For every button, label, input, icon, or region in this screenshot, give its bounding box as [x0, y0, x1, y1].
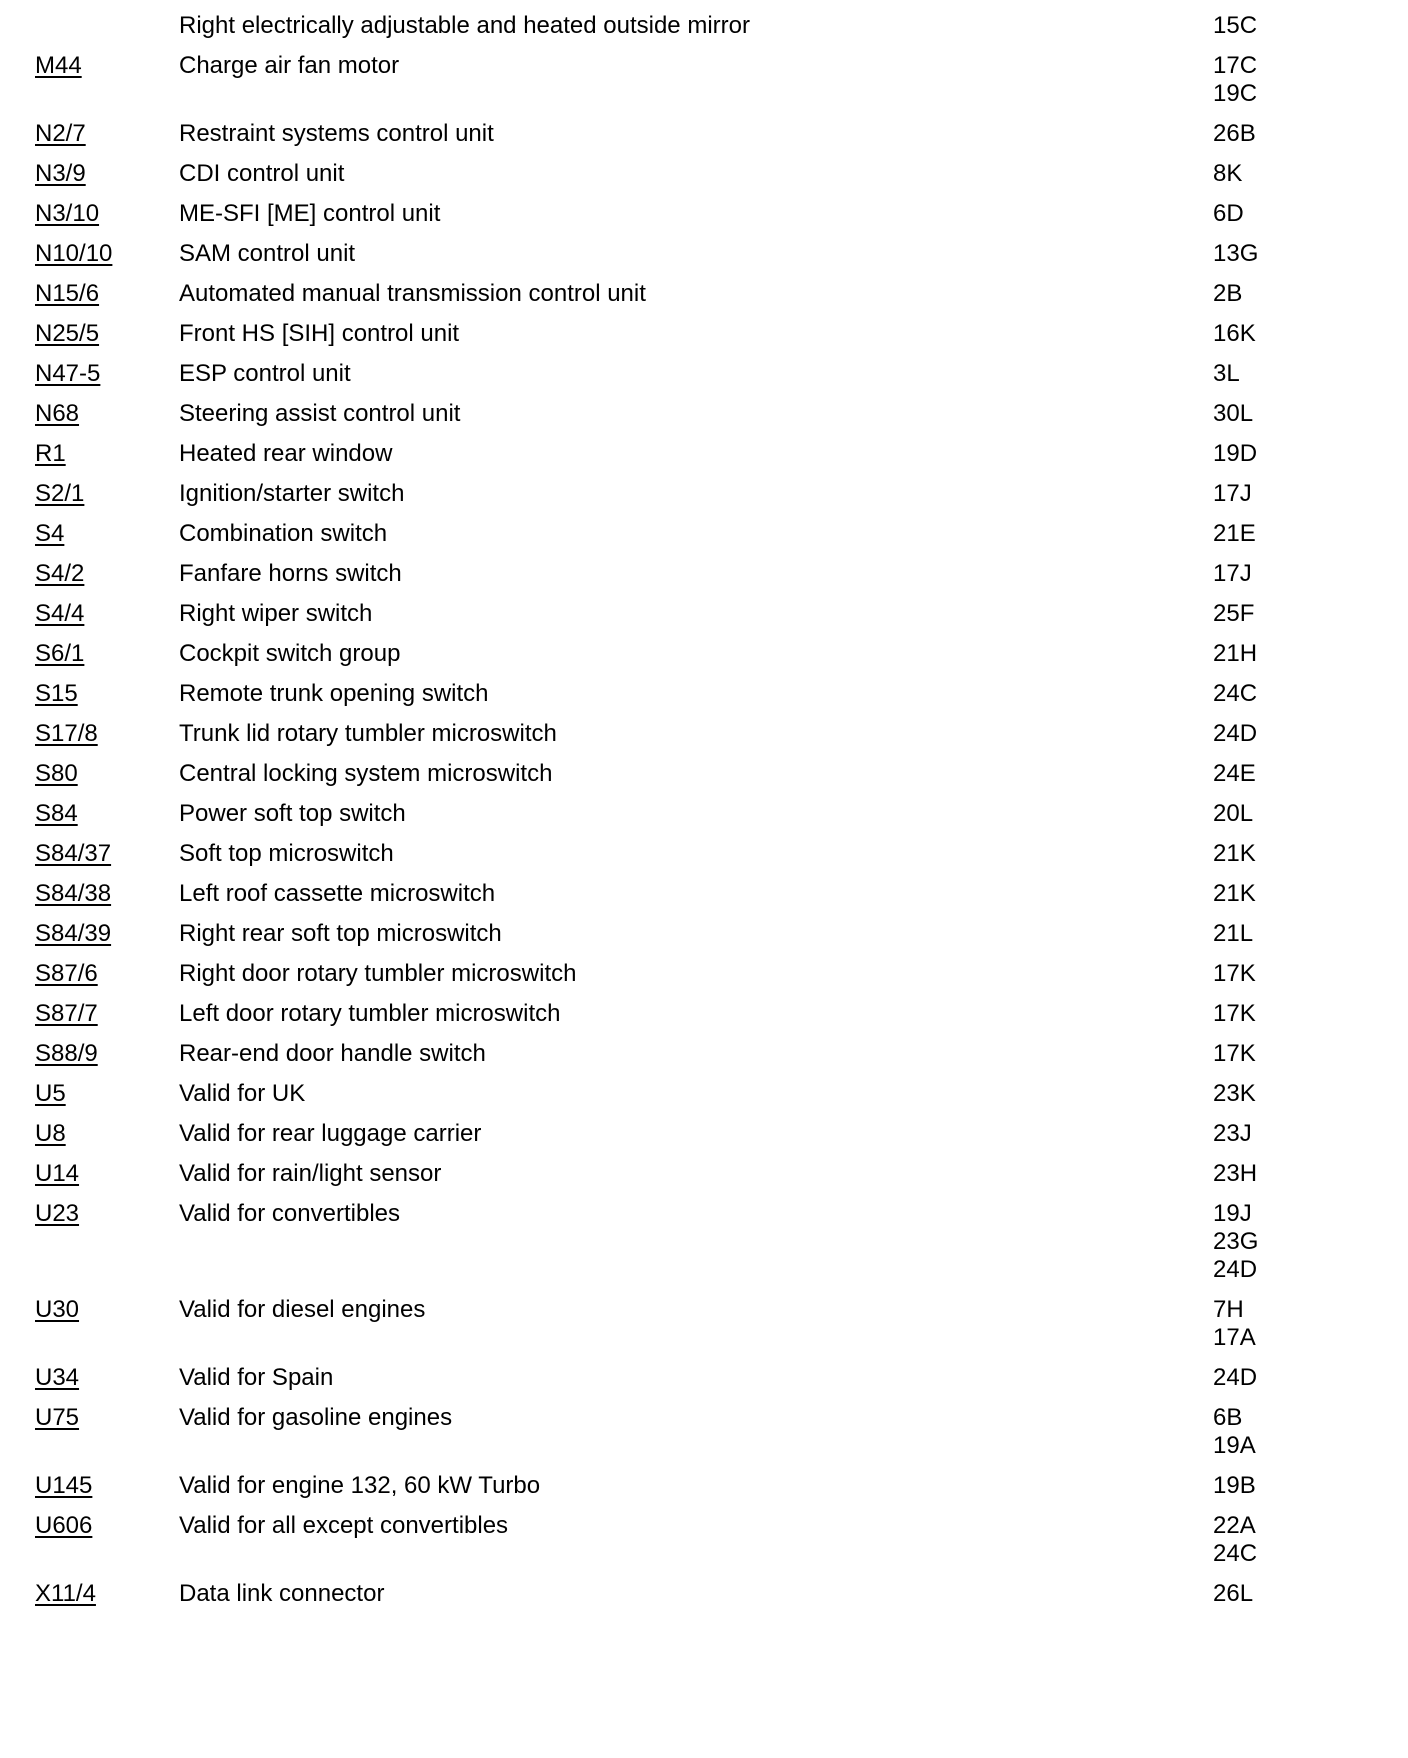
- component-description: Right rear soft top microswitch: [179, 920, 502, 947]
- grid-reference: 24D: [1213, 1256, 1258, 1283]
- component-description: Trunk lid rotary tumbler microswitch: [179, 720, 557, 747]
- grid-reference-list: [1213, 1404, 1313, 1460]
- component-description: Valid for rain/light sensor: [179, 1160, 442, 1187]
- table-row: [0, 748, 1408, 788]
- component-code-cell: [0, 920, 179, 948]
- grid-reference-list: [1213, 920, 1313, 948]
- component-code-cell: [0, 320, 179, 348]
- component-code-cell: [0, 1120, 179, 1148]
- component-code-link[interactable]: S84/37: [35, 840, 112, 867]
- component-code-cell: [0, 480, 179, 508]
- component-code-link[interactable]: N3/9: [35, 160, 86, 187]
- grid-reference: 17A: [1213, 1324, 1256, 1351]
- component-description: Fanfare horns switch: [179, 560, 402, 587]
- grid-reference-list: [1213, 1364, 1313, 1392]
- table-row: [0, 948, 1408, 988]
- grid-reference-list: [1213, 400, 1313, 428]
- component-code-cell: [0, 1160, 179, 1188]
- grid-reference: 17J: [1213, 480, 1252, 507]
- component-description: ME-SFI [ME] control unit: [179, 200, 441, 227]
- table-row: [0, 548, 1408, 588]
- component-code-link[interactable]: S17/8: [35, 720, 98, 747]
- component-description: Central locking system microswitch: [179, 760, 553, 787]
- grid-reference: 24E: [1213, 760, 1256, 787]
- component-code-cell: [0, 120, 179, 148]
- grid-reference: 17J: [1213, 560, 1252, 587]
- table-row: [0, 268, 1408, 308]
- component-description: Valid for UK: [179, 1080, 306, 1107]
- grid-reference-list: [1213, 640, 1313, 668]
- component-description: Rear-end door handle switch: [179, 1040, 486, 1067]
- component-code-cell: [0, 880, 179, 908]
- table-row: [0, 1108, 1408, 1148]
- table-row: [0, 348, 1408, 388]
- grid-reference: 24C: [1213, 680, 1258, 707]
- component-code-cell: [0, 960, 179, 988]
- grid-reference: 26B: [1213, 120, 1256, 147]
- grid-reference: 16K: [1213, 320, 1256, 347]
- component-description: Combination switch: [179, 520, 388, 547]
- table-row: [0, 388, 1408, 428]
- component-code-link[interactable]: N47-5: [35, 360, 101, 387]
- table-row: [0, 1500, 1408, 1568]
- grid-reference: 17K: [1213, 960, 1256, 987]
- table-row: [0, 868, 1408, 908]
- grid-reference: 17K: [1213, 1040, 1256, 1067]
- component-description: Valid for rear luggage carrier: [179, 1120, 482, 1147]
- grid-reference-list: [1213, 280, 1313, 308]
- table-row: [0, 708, 1408, 748]
- component-code-link[interactable]: S84/39: [35, 920, 112, 947]
- component-description: Steering assist control unit: [179, 400, 461, 427]
- component-code-cell: [0, 1040, 179, 1068]
- grid-reference-list: [1213, 240, 1313, 268]
- component-code-link[interactable]: S87/7: [35, 1000, 98, 1027]
- table-row: [0, 108, 1408, 148]
- component-code-link[interactable]: S4/2: [35, 560, 85, 587]
- component-code-cell: [0, 840, 179, 868]
- component-description: Automated manual transmission control unit: [179, 280, 646, 307]
- component-code-link[interactable]: M44: [35, 52, 82, 79]
- component-description: Soft top microswitch: [179, 840, 394, 867]
- component-code-cell: [0, 1080, 179, 1108]
- grid-reference-list: [1213, 760, 1313, 788]
- grid-reference-list: [1213, 560, 1313, 588]
- grid-reference-list: [1213, 1080, 1313, 1108]
- component-code-link[interactable]: N2/7: [35, 120, 86, 147]
- component-code-cell: [0, 1000, 179, 1028]
- component-description: Cockpit switch group: [179, 640, 401, 667]
- component-description: Remote trunk opening switch: [179, 680, 489, 707]
- component-code-cell: [0, 800, 179, 828]
- table-row: [0, 308, 1408, 348]
- component-description: CDI control unit: [179, 160, 345, 187]
- component-code-link[interactable]: S84: [35, 800, 78, 827]
- component-code-cell: [0, 240, 179, 268]
- grid-reference: 24C: [1213, 1540, 1258, 1567]
- component-code-link[interactable]: S4/4: [35, 600, 85, 627]
- component-description: Valid for gasoline engines: [179, 1404, 453, 1431]
- component-description: Restraint systems control unit: [179, 120, 494, 147]
- component-code-link[interactable]: U30: [35, 1296, 80, 1323]
- component-code-link[interactable]: U23: [35, 1200, 80, 1227]
- component-description: Data link connector: [179, 1580, 385, 1607]
- component-code-link[interactable]: X11/4: [35, 1580, 96, 1607]
- table-row: [0, 1460, 1408, 1500]
- component-description: Valid for convertibles: [179, 1200, 400, 1227]
- grid-reference-list: [1213, 880, 1313, 908]
- component-code-link[interactable]: S87/6: [35, 960, 98, 987]
- table-row: [0, 788, 1408, 828]
- component-code-link[interactable]: U14: [35, 1160, 80, 1187]
- table-row: [0, 468, 1408, 508]
- grid-reference-list: [1213, 800, 1313, 828]
- component-code-cell: [0, 160, 179, 188]
- component-code-cell: [0, 1296, 179, 1324]
- grid-reference-list: [1213, 1040, 1313, 1068]
- table-row: [0, 628, 1408, 668]
- component-code-link[interactable]: R1: [35, 440, 66, 467]
- component-code-cell: [0, 280, 179, 308]
- table-row: [0, 0, 1408, 40]
- grid-reference-list: [1213, 600, 1313, 628]
- grid-reference: 19D: [1213, 440, 1258, 467]
- component-code-cell: [0, 1512, 179, 1540]
- grid-reference: 25F: [1213, 600, 1255, 627]
- component-code-link[interactable]: N3/10: [35, 200, 100, 227]
- table-row: [0, 668, 1408, 708]
- grid-reference-list: [1213, 1512, 1313, 1568]
- grid-reference: 6D: [1213, 200, 1244, 227]
- table-row: [0, 1392, 1408, 1460]
- grid-reference-list: [1213, 1160, 1313, 1188]
- table-row: [0, 188, 1408, 228]
- grid-reference-list: [1213, 12, 1313, 40]
- grid-reference: 21L: [1213, 920, 1254, 947]
- component-code-link[interactable]: S4: [35, 520, 65, 547]
- grid-reference: 24D: [1213, 720, 1258, 747]
- table-row: [0, 228, 1408, 268]
- component-code-link[interactable]: N15/6: [35, 280, 100, 307]
- component-description: Valid for engine 132, 60 kW Turbo: [179, 1472, 541, 1499]
- grid-reference-list: [1213, 520, 1313, 548]
- grid-reference: 24D: [1213, 1364, 1258, 1391]
- table-row: [0, 508, 1408, 548]
- grid-reference: 26L: [1213, 1580, 1254, 1607]
- table-row: [0, 1188, 1408, 1284]
- grid-reference-list: [1213, 52, 1313, 108]
- component-description: Left door rotary tumbler microswitch: [179, 1000, 561, 1027]
- component-code-cell: [0, 1404, 179, 1432]
- grid-reference: 15C: [1213, 12, 1258, 39]
- component-code-cell: [0, 680, 179, 708]
- grid-reference: 23K: [1213, 1080, 1256, 1107]
- table-row: [0, 1148, 1408, 1188]
- grid-reference: 19A: [1213, 1432, 1256, 1459]
- component-description: Power soft top switch: [179, 800, 406, 827]
- grid-reference-list: [1213, 1120, 1313, 1148]
- grid-reference-list: [1213, 1580, 1313, 1608]
- component-code-link[interactable]: N68: [35, 400, 80, 427]
- table-row: [0, 588, 1408, 628]
- component-code-cell: [0, 640, 179, 668]
- component-code-link[interactable]: N10/10: [35, 240, 113, 267]
- table-row: [0, 988, 1408, 1028]
- component-code-link[interactable]: U75: [35, 1404, 80, 1431]
- grid-reference: 21K: [1213, 880, 1256, 907]
- component-description: Left roof cassette microswitch: [179, 880, 496, 907]
- grid-reference-list: [1213, 1296, 1313, 1352]
- component-code-link[interactable]: U34: [35, 1364, 80, 1391]
- grid-reference: 21K: [1213, 840, 1256, 867]
- grid-reference-list: [1213, 440, 1313, 468]
- table-row: [0, 828, 1408, 868]
- component-code-cell: [0, 600, 179, 628]
- component-code-cell: [0, 440, 179, 468]
- table-row: [0, 1284, 1408, 1352]
- component-code-link[interactable]: S80: [35, 760, 78, 787]
- grid-reference: 2B: [1213, 280, 1243, 307]
- component-code-link[interactable]: U5: [35, 1080, 66, 1107]
- grid-reference-list: [1213, 1472, 1313, 1500]
- table-row: [0, 428, 1408, 468]
- component-description: Ignition/starter switch: [179, 480, 405, 507]
- component-code-cell: [0, 1580, 179, 1608]
- grid-reference-list: [1213, 480, 1313, 508]
- component-code-cell: [0, 52, 179, 80]
- component-code-link[interactable]: S6/1: [35, 640, 85, 667]
- component-code-cell: [0, 560, 179, 588]
- grid-reference: 19J: [1213, 1200, 1252, 1227]
- grid-reference-list: [1213, 120, 1313, 148]
- grid-reference: 23G: [1213, 1228, 1259, 1255]
- component-code-link[interactable]: U8: [35, 1120, 66, 1147]
- table-row: [0, 40, 1408, 108]
- component-description: Valid for all except convertibles: [179, 1512, 509, 1539]
- grid-reference: 20L: [1213, 800, 1254, 827]
- component-code-link[interactable]: U145: [35, 1472, 93, 1499]
- grid-reference: 13G: [1213, 240, 1259, 267]
- component-description: Right door rotary tumbler microswitch: [179, 960, 577, 987]
- component-code-cell: [0, 720, 179, 748]
- grid-reference-list: [1213, 1200, 1313, 1284]
- grid-reference: 17K: [1213, 1000, 1256, 1027]
- grid-reference: 7H: [1213, 1296, 1244, 1323]
- component-description: Right wiper switch: [179, 600, 373, 627]
- table-row: [0, 1068, 1408, 1108]
- grid-reference: 30L: [1213, 400, 1254, 427]
- grid-reference-list: [1213, 1000, 1313, 1028]
- grid-reference: 19B: [1213, 1472, 1256, 1499]
- component-code-cell: [0, 520, 179, 548]
- component-code-link[interactable]: N25/5: [35, 320, 100, 347]
- component-code-cell: [0, 200, 179, 228]
- grid-reference: 19C: [1213, 80, 1258, 107]
- grid-reference-list: [1213, 320, 1313, 348]
- component-description: Charge air fan motor: [179, 52, 400, 79]
- table-row: [0, 148, 1408, 188]
- component-description: Valid for Spain: [179, 1364, 334, 1391]
- component-code-cell: [0, 1364, 179, 1392]
- component-code-link[interactable]: S84/38: [35, 880, 112, 907]
- component-code-cell: [0, 360, 179, 388]
- grid-reference-list: [1213, 960, 1313, 988]
- table-row: [0, 1352, 1408, 1392]
- grid-reference: 21E: [1213, 520, 1256, 547]
- grid-reference: 21H: [1213, 640, 1258, 667]
- component-description: SAM control unit: [179, 240, 356, 267]
- component-code-cell: [0, 1472, 179, 1500]
- table-row: [0, 1028, 1408, 1068]
- component-code-cell: [0, 760, 179, 788]
- component-description: Right electrically adjustable and heated outside mirror: [179, 12, 750, 39]
- grid-reference: 23H: [1213, 1160, 1258, 1187]
- grid-reference: 17C: [1213, 52, 1258, 79]
- grid-reference-list: [1213, 840, 1313, 868]
- grid-reference-list: [1213, 680, 1313, 708]
- grid-reference-list: [1213, 720, 1313, 748]
- component-code-link[interactable]: S88/9: [35, 1040, 98, 1067]
- component-code-cell: [0, 1200, 179, 1228]
- grid-reference-list: [1213, 360, 1313, 388]
- grid-reference: 6B: [1213, 1404, 1243, 1431]
- component-description: Heated rear window: [179, 440, 393, 467]
- grid-reference-list: [1213, 160, 1313, 188]
- component-code-cell: [0, 400, 179, 428]
- grid-reference: 22A: [1213, 1512, 1256, 1539]
- table-row: [0, 908, 1408, 948]
- component-description: Front HS [SIH] control unit: [179, 320, 460, 347]
- component-code-link[interactable]: S2/1: [35, 480, 85, 507]
- table-row: [0, 1568, 1408, 1608]
- grid-reference-list: [1213, 200, 1313, 228]
- component-description: ESP control unit: [179, 360, 351, 387]
- grid-reference: 8K: [1213, 160, 1243, 187]
- component-description: Valid for diesel engines: [179, 1296, 426, 1323]
- grid-reference: 23J: [1213, 1120, 1252, 1147]
- component-code-link[interactable]: U606: [35, 1512, 93, 1539]
- component-code-link[interactable]: S15: [35, 680, 78, 707]
- grid-reference: 3L: [1213, 360, 1240, 387]
